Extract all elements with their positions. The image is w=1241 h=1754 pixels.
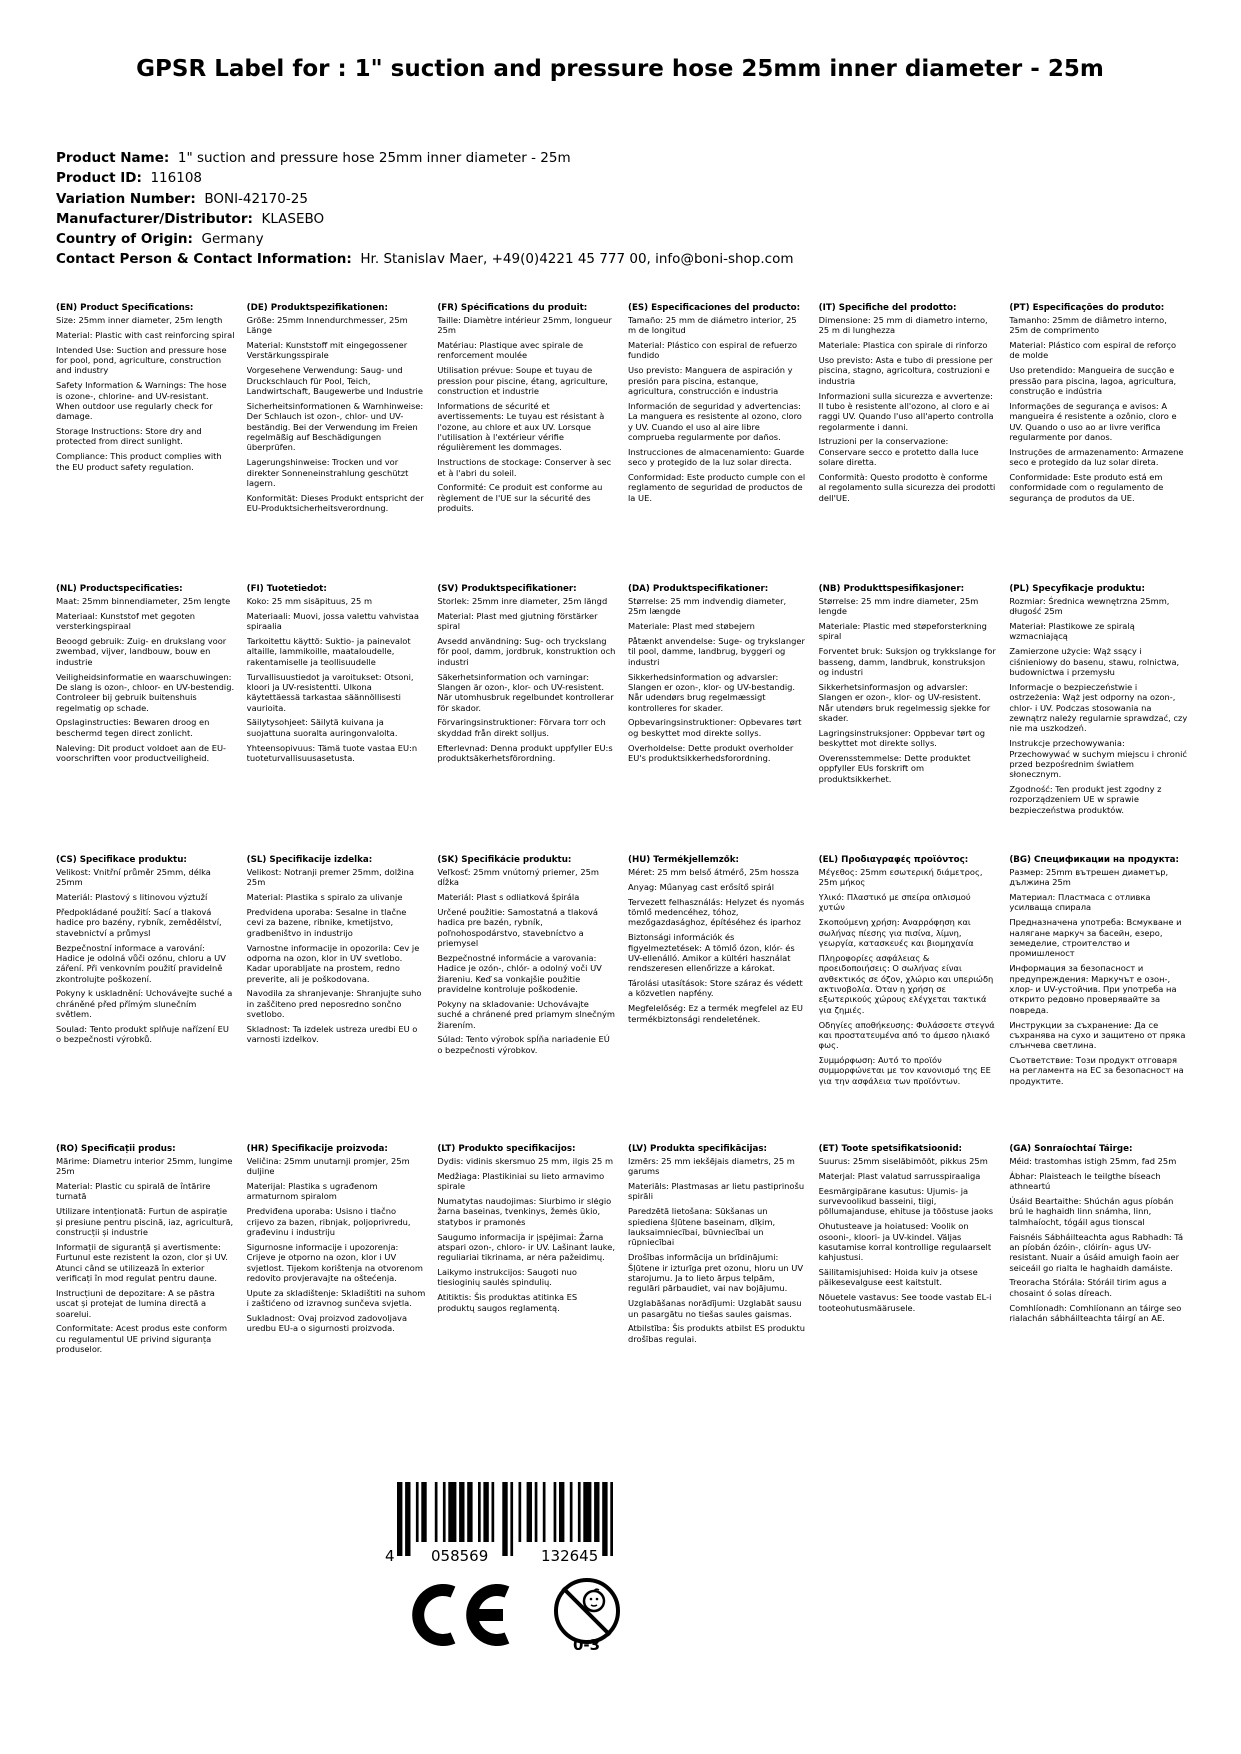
spec-paragraph: Sicherheitsinformationen & Warnhinweise: Der Schlauch ist ozon-, chlor- und UV-beständig. Bei der Verwendung im Freien regelmäßig auf Beschädigungen überprüfen. bbox=[246, 400, 424, 453]
spec-paragraph: Upute za skladištenje: Skladištiti na suhom i zaštićeno od izravnog sunčeva svjetla. bbox=[246, 1287, 426, 1309]
spec-paragraph: Säilytysohjeet: Säilytä kuivana ja suojattuna suoralta auringonvalolta. bbox=[246, 717, 398, 738]
spec-block-title: (EN) Product Specifications: bbox=[56, 303, 194, 313]
spec-paragraph: Medžiaga: Plastikiniai su lieto armavimo spirale bbox=[437, 1170, 605, 1192]
spec-block-title: (LT) Produkto specifikacijos: bbox=[437, 1144, 576, 1154]
spec-block-hr bbox=[247, 1144, 426, 1456]
spec-block-cs bbox=[56, 855, 235, 1144]
info-value: BONI-42170-25 bbox=[195, 190, 308, 207]
spec-block-title: (RO) Specificații produs: bbox=[56, 1144, 176, 1154]
spec-block-title: (DE) Produktspezifikationen: bbox=[246, 303, 388, 313]
spec-paragraph: Utilisation prévue: Soupe et tuyau de pression pour piscine, étang, agriculture, construction et industrie bbox=[437, 365, 608, 397]
info-label: Manufacturer/Distributor: bbox=[56, 210, 253, 227]
info-label: Variation Number: bbox=[56, 190, 196, 207]
spec-paragraph: Materiale: Plastica con spirale di rinforzo bbox=[818, 340, 988, 351]
spec-paragraph: Compliance: This product complies with the EU product safety regulation. bbox=[56, 451, 222, 472]
spec-block-title: (NB) Produkttspesifikasjoner: bbox=[818, 584, 965, 594]
spec-paragraph: Información de seguridad y advertencias: La manguera es resistente al ozono, cloro y UV. Cuando el uso al aire libre comprueba regularmente por daños. bbox=[628, 400, 802, 442]
spec-paragraph: Overensstemmelse: Dette produktet oppfyller EUs forskrift om produktsikkerhet. bbox=[818, 753, 971, 784]
spec-paragraph: Informacje o bezpieczeństwie i ostrzeżenia: Wąż jest odporny na ozon-, chlor- i UV. Podczas stosowania na zewnątrz należy regularnie sprawdzać, czy nie ma uszkodzeń. bbox=[1009, 681, 1188, 734]
spec-paragraph: Tervezett felhasználás: Helyzet és nyomás tömlő medencéhez, tóhoz, mezőgazdasághoz, építéséhez és iparhoz bbox=[628, 896, 805, 928]
age-warning-0-3-icon bbox=[549, 1574, 625, 1664]
spec-block-nb bbox=[819, 584, 998, 855]
spec-block-it bbox=[819, 303, 998, 584]
spec-paragraph: Laikymo instrukcijos: Saugoti nuo tiesioginių saulės spindulių. bbox=[437, 1267, 577, 1288]
spec-block-ga bbox=[1009, 1144, 1188, 1456]
spec-block-title: (NL) Productspecificaties: bbox=[56, 584, 183, 594]
spec-paragraph: Förvaringsinstruktioner: Förvara torr och skyddad från direkt solljus. bbox=[437, 717, 606, 738]
spec-paragraph: Predviđena uporaba: Usisno i tlačno crijevo za bazen, ribnjak, poljoprivredu, građevinu i industriju bbox=[246, 1206, 411, 1238]
spec-paragraph: Efterlevnad: Denna produkt uppfyller EU:s produktsäkerhetsförordning. bbox=[437, 742, 613, 764]
spec-paragraph: Informações de segurança e avisos: A mangueira é resistente a ozônio, cloro e UV. Quando o uso ao ar livre verifica regularmente por danos. bbox=[1009, 400, 1177, 442]
spec-paragraph: Navodila za shranjevanje: Shranjujte suho in zaščiteno pred neposredno sončno svetlobo. bbox=[246, 988, 422, 1020]
spec-paragraph: Materiale: Plast med støbejern bbox=[628, 621, 755, 632]
spec-paragraph: Istruzioni per la conservazione: Conservare secco e protetto dalla luce solare diretta. bbox=[818, 436, 979, 468]
spec-paragraph: Οδηγίες αποθήκευσης: Φυλάσσετε στεγνά και προστατευμένα από το άμεσο ηλιακό φως. bbox=[818, 1019, 995, 1051]
spec-paragraph: Pokyny k uskladnění: Uchovávejte suché a chráněné před přímým slunečním světlem. bbox=[56, 988, 233, 1020]
spec-paragraph: Storlek: 25mm inre diameter, 25m längd bbox=[437, 595, 608, 606]
barcode-digit-group-1: 058569 bbox=[431, 1547, 489, 1565]
spec-paragraph: Sigurnosne informacije i upozorenja: Crijeve je otporno na ozon, klor i UV svjetlost. Tijekom korištenja na otvorenom redovito provjeravajte na oštećenja. bbox=[246, 1241, 423, 1283]
spec-paragraph: Material: Kunststoff mit eingegossener Verstärkungsspirale bbox=[246, 340, 408, 361]
barcode-left-digit: 4 bbox=[385, 1547, 395, 1565]
spec-block-sl bbox=[247, 855, 426, 1144]
spec-paragraph: Tamanho: 25mm de diâmetro interno, 25m de comprimento bbox=[1009, 314, 1167, 336]
spec-paragraph: Utilizare intenționată: Furtun de aspirație și presiune pentru piscină, iaz, agricultură, construcții și industrie bbox=[56, 1206, 234, 1238]
spec-paragraph: Instrucciones de almacenamiento: Guarde seco y protegido de la luz solar directa. bbox=[628, 446, 805, 468]
info-value: KLASEBO bbox=[252, 210, 325, 227]
spec-paragraph: Material: Plast med gjutning förstärker spiral bbox=[437, 610, 598, 632]
spec-paragraph: Instrucțiuni de depozitare: A se păstra uscat și protejat de lumina directă a soarelui. bbox=[56, 1287, 215, 1319]
spec-block-title: (HU) Termékjellemzők: bbox=[628, 855, 740, 865]
spec-paragraph: Rozmiar: Średnica wewnętrzna 25mm, długość 25m bbox=[1009, 595, 1170, 617]
spec-paragraph: Σκοπούμενη χρήση: Αναρρόφηση και σωλήνας πίεσης για πισίνα, λίμνη, γεωργία, κατασκευές και βιομηχανία bbox=[818, 917, 974, 949]
spec-paragraph: Eesmärgipärane kasutus: Ujumis- ja survevoolikud basseini, tiigi, põllumajanduse, ehituse ja tööstuse jaoks bbox=[818, 1185, 994, 1217]
spec-paragraph: Beoogd gebruik: Zuig- en drukslang voor zwembad, vijver, landbouw, bouw en industrie bbox=[56, 635, 227, 667]
spec-paragraph: Skladnost: Ta izdelek ustreza uredbi EU o varnosti izdelkov. bbox=[246, 1024, 418, 1045]
info-row bbox=[56, 148, 1156, 168]
spec-paragraph: Yhteensopivuus: Tämä tuote vastaa EU:n tuoteturvallisuusasetusta. bbox=[246, 742, 418, 764]
spec-paragraph: Izmērs: 25 mm iekšējais diametrs, 25 m garums bbox=[628, 1155, 795, 1177]
spec-paragraph: Materiał: Plastikowe ze spiralą wzmacniającą bbox=[1009, 621, 1135, 642]
spec-block-title: (SK) Špecifikácie produktu: bbox=[437, 855, 572, 865]
spec-paragraph: Bezpečnostní informace a varování: Hadice je odolná vůči ozónu, chloru a UV záření. Při venkovním použití pravidelně zkontrolujte poškození. bbox=[56, 942, 226, 984]
spec-paragraph: Numatytas naudojimas: Siurbimo ir slėgio žarna baseinas, tvenkinys, žemės ūkio, statybos ir pramonės bbox=[437, 1195, 612, 1227]
spec-block-bg bbox=[1009, 855, 1188, 1144]
spec-paragraph: Materjal: Plast valatud sarrusspiraaliga bbox=[818, 1170, 981, 1181]
info-row bbox=[56, 189, 1156, 209]
spec-paragraph: Material: Plástico com espiral de reforço de molde bbox=[1009, 340, 1177, 361]
spec-block-fi bbox=[247, 584, 426, 855]
spec-paragraph: Storage Instructions: Store dry and protected from direct sunlight. bbox=[56, 426, 202, 447]
info-row bbox=[56, 168, 1156, 188]
spec-paragraph: Megfelelőség: Ez a termék megfelel az EU termékbiztonsági rendeletének. bbox=[628, 1003, 803, 1024]
spec-paragraph: Sikkerhetsinformasjon og advarsler: Slangen er ozon-, klor- og UV-resistent. Når utendørs bruk regelmessig sjekke for skader. bbox=[818, 681, 991, 723]
spec-paragraph: Size: 25mm inner diameter, 25m length bbox=[56, 314, 223, 325]
spec-paragraph: Material: Plastic with cast reinforcing spiral bbox=[56, 329, 235, 340]
spec-paragraph: Conformità: Questo prodotto è conforme al regolamento sulla sicurezza dei prodotti dell'UE. bbox=[818, 472, 996, 503]
spec-block-el bbox=[819, 855, 998, 1144]
spec-paragraph: Velikost: Vnitřní průměr 25mm, délka 25mm bbox=[56, 866, 211, 888]
page-title: GPSR Label for : 1" suction and pressure hose 25mm inner diameter - 25m bbox=[136, 56, 1104, 82]
spec-paragraph: Konformität: Dieses Produkt entspricht der EU-Produktsicherheitsverordnung. bbox=[246, 492, 424, 514]
spec-paragraph: Saugumo informacija ir įspėjimai: Žarna atspari ozon-, chloro- ir UV. Lašinant lauke, reguliariai tikrinama, ar nėra pažeidimų. bbox=[437, 1231, 616, 1263]
spec-paragraph: Suurus: 25mm siseläbimõõt, pikkus 25m bbox=[818, 1155, 988, 1166]
spec-paragraph: Určené použitie: Samostatná a tlaková hadica pre bazén, rybník, poľnohospodárstvo, stavebníctvo a priemysel bbox=[437, 906, 598, 949]
spec-paragraph: Mărime: Diametru interior 25mm, lungime 25m bbox=[56, 1155, 233, 1177]
spec-paragraph: Conformitate: Acest produs este conform cu regulamentul UE privind siguranța produselor. bbox=[56, 1323, 228, 1355]
spec-paragraph: Säilitamisjuhised: Hoida kuiv ja otsese päikesevalguse eest kaitstult. bbox=[818, 1267, 978, 1288]
spec-paragraph: Materiál: Plast s odliatková špirála bbox=[437, 892, 580, 903]
spec-paragraph: Méret: 25 mm belső átmérő, 25m hossza bbox=[628, 866, 799, 877]
spec-paragraph: Informations de sécurité et avertissements: Le tuyau est résistant à l'ozone, au chlore et aux UV. Lorsque l'utilisation à l'extérieur vérifie régulièrement les dommages. bbox=[437, 400, 605, 453]
spec-paragraph: Uso previsto: Manguera de aspiración y presión para piscina, estanque, agricultura, construcción e industria bbox=[628, 365, 793, 397]
spec-paragraph: Material: Plastic cu spirală de întărire turnată bbox=[56, 1181, 211, 1202]
spec-paragraph: Instructions de stockage: Conserver à sec et à l'abri du soleil. bbox=[437, 457, 612, 478]
spec-block-title: (PL) Specyfikacje produktu: bbox=[1009, 584, 1145, 594]
spec-paragraph: Biztonsági információk és figyelmeztetések: A tömlő ózon, klór- és UV-ellenálló. Amikor a kültéri használat rendszeresen ellenőrizze a károkat. bbox=[628, 932, 795, 974]
spec-paragraph: Matériau: Plastique avec spirale de renforcement moulée bbox=[437, 340, 584, 361]
spec-paragraph: Opslaginstructies: Bewaren droog en beschermd tegen direct zonlicht. bbox=[56, 717, 210, 738]
spec-block-es bbox=[628, 303, 807, 584]
spec-paragraph: Paredzētā lietošana: Sūkšanas un spiediena šļūtene baseinam, dīķim, lauksaimniecībai, būvniecībai un rūpniecībai bbox=[628, 1206, 776, 1248]
spec-block-en bbox=[56, 303, 235, 584]
spec-block-title: (EL) Προδιαγραφές προϊόντος: bbox=[818, 855, 969, 865]
info-value: 1" suction and pressure hose 25mm inner diameter - 25m bbox=[169, 150, 571, 166]
product-info bbox=[56, 148, 1156, 270]
spec-paragraph: Bezpečnostné informácie a varovania: Hadice je ozón-, chlór- a odolný voči UV žiareniu. Keď sa vonkajšie použitie pravidelne kontroluje poškodenie. bbox=[437, 952, 602, 994]
spec-paragraph: Drošības informācija un brīdinājumi: Šļūtene ir izturīga pret ozonu, hloru un UV starojumu. Ja to lieto ārpus telpām, regulāri pārbaudiet, vai nav bojājumu. bbox=[628, 1252, 804, 1294]
spec-block-title: (BG) Спецификации на продукта: bbox=[1009, 855, 1179, 865]
spec-paragraph: Dimensione: 25 mm di diametro interno, 25 m di lunghezza bbox=[818, 314, 988, 336]
spec-block-title: (PT) Especificações do produto: bbox=[1009, 303, 1165, 313]
spec-paragraph: Treoracha Stórála: Stóráil tirim agus a chosaint ó solas díreach. bbox=[1009, 1277, 1167, 1298]
spec-paragraph: Veličina: 25mm unutarnji promjer, 25m duljine bbox=[246, 1155, 410, 1177]
spec-paragraph: Materijal: Plastika s ugrađenom armaturnom spiralom bbox=[246, 1181, 378, 1202]
spec-paragraph: Zgodność: Ten produkt jest zgodny z rozporządzeniem UE w sprawie bezpieczeństwa produktów. bbox=[1009, 784, 1162, 815]
spec-paragraph: Lagerungshinweise: Trocken und vor direkter Sonneneinstrahlung geschützt lagern. bbox=[246, 457, 409, 488]
barcode-bars-svg bbox=[383, 1480, 645, 1566]
spec-paragraph: Informații de siguranță și avertismente: Furtunul este rezistent la ozon, clor și UV. Atunci când se utilizează în exterior verificați în mod regulat pentru daune. bbox=[56, 1241, 228, 1283]
spec-paragraph: Materiāls: Plastmasas ar lietu pastiprinošu spirāli bbox=[628, 1181, 805, 1202]
spec-paragraph: Zamierzone użycie: Wąż ssący i ciśnieniowy do basenu, stawu, rolnictwa, budownictwa i przemysłu bbox=[1009, 646, 1180, 678]
info-row bbox=[56, 229, 1156, 249]
spec-paragraph: Velikost: Notranji premer 25mm, dolžina 25m bbox=[246, 866, 415, 888]
spec-paragraph: Veiligheidsinformatie en waarschuwingen: De slang is ozon-, chloor- en UV-bestendig. Controleer bij gebruik buitenshuis regelmatig op schade. bbox=[56, 671, 235, 713]
spec-paragraph: Størrelse: 25 mm indvendig diameter, 25m længde bbox=[628, 595, 787, 617]
spec-paragraph: Sukladnost: Ovaj proizvod zadovoljava uredbu EU-a o sigurnosti proizvoda. bbox=[246, 1313, 408, 1334]
spec-block-sv bbox=[437, 584, 616, 855]
spec-paragraph: Materiale: Plastic med støpeforsterkning spiral bbox=[818, 621, 987, 642]
spec-paragraph: Atbilstība: Šis produkts atbilst ES produktu drošības regulai. bbox=[628, 1323, 805, 1344]
spec-block-lv bbox=[628, 1144, 807, 1456]
spec-block-title: (FR) Spécifications du produit: bbox=[437, 303, 588, 313]
spec-block-nl bbox=[56, 584, 235, 855]
spec-paragraph: Taille: Diamètre intérieur 25mm, longueur 25m bbox=[437, 314, 612, 336]
spec-paragraph: Uso pretendido: Mangueira de sucção e pressão para piscina, lagoa, agricultura, construção e indústria bbox=[1009, 365, 1177, 397]
barcode-digit-group-2: 132645 bbox=[541, 1547, 599, 1565]
spec-paragraph: Uso previsto: Asta e tubo di pressione per piscina, stagno, agricoltura, costruzioni e industria bbox=[818, 354, 993, 386]
spec-paragraph: Συμμόρφωση: Αυτό το προϊόν συμμορφώνεται με τον κανονισμό της ΕΕ για την ασφάλεια των προϊόντων. bbox=[818, 1055, 991, 1086]
spec-paragraph: Lagringsinstruksjoner: Oppbevar tørt og beskyttet mot direkte sollys. bbox=[818, 727, 986, 749]
info-label: Product Name: bbox=[56, 150, 170, 166]
spec-paragraph: Súlad: Tento výrobok spĺňa nariadenie EÚ o bezpečnosti výrobkov. bbox=[437, 1034, 610, 1055]
info-row bbox=[56, 209, 1156, 229]
age-warning-label: 0-3 bbox=[573, 1636, 601, 1654]
spec-paragraph: Påtænkt anvendelse: Suge- og trykslanger til pool, damme, landbrug, byggeri og industri bbox=[628, 635, 805, 667]
spec-paragraph: Maat: 25mm binnendiameter, 25m lengte bbox=[56, 595, 231, 606]
spec-paragraph: Instruções de armazenamento: Armazene seco e protegido da luz solar direta. bbox=[1009, 446, 1184, 468]
spec-block-pt bbox=[1009, 303, 1188, 584]
spec-block-ro bbox=[56, 1144, 235, 1456]
spec-paragraph: Comhlíonadh: Comhlíonann an táirge seo rialachán sábháilteachta táirgí an AE. bbox=[1009, 1302, 1182, 1324]
spec-block-title: (SL) Specifikacije izdelka: bbox=[246, 855, 373, 865]
spec-paragraph: Materiál: Plastový s litinovou výztuží bbox=[56, 892, 208, 903]
spec-paragraph: Conformidade: Este produto está em conformidade com o regulamento de segurança de produtos da UE. bbox=[1009, 472, 1164, 503]
info-value: Hr. Stanislav Maer, +49(0)4221 45 777 00, info@boni-shop.com bbox=[351, 251, 794, 268]
spec-paragraph: Koko: 25 mm sisäpituus, 25 m bbox=[246, 595, 373, 606]
spec-paragraph: Инструкции за съхранение: Да се съхранява на сухо и защитено от пряка слънчева светлина. bbox=[1009, 1019, 1186, 1051]
spec-paragraph: Conformité: Ce produit est conforme au règlement de l'UE sur la sécurité des produits. bbox=[437, 482, 603, 514]
spec-paragraph: Информация за безопасност и предупреждения: Маркучът е озон-, хлор- и UV-устойчив. При употреба на открито редовно проверявайте за повреда. bbox=[1009, 963, 1177, 1015]
spec-block-title: (SV) Produktspecifikationer: bbox=[437, 584, 577, 594]
info-label: Contact Person & Contact Information: bbox=[56, 251, 352, 268]
spec-paragraph: Pokyny na skladovanie: Uchovávajte suché a chránené pred priamym slnečným žiarením. bbox=[437, 998, 615, 1030]
spec-paragraph: Turvallisuustiedot ja varoitukset: Otsoni, kloori ja UV-resistentti. Ulkona käytettäessä tarkastaa säännöllisesti vaurioita. bbox=[246, 671, 414, 713]
spec-paragraph: Předpokládané použití: Sací a tlaková hadice pro bazény, rybník, zemědělství, stavebnictví a průmysl bbox=[56, 906, 222, 938]
info-label: Product ID: bbox=[56, 170, 142, 187]
spec-paragraph: Atitiktis: Šis produktas atitinka ES produktų saugos reglamentą. bbox=[437, 1292, 578, 1313]
spec-paragraph: Intended Use: Suction and pressure hose for pool, pond, agriculture, construction and industry bbox=[56, 344, 227, 376]
spec-paragraph: Safety Information & Warnings: The hose is ozone-, chlorine- and UV-resistant. When outdoor use regularly check for damage. bbox=[56, 380, 227, 422]
spec-paragraph: Material: Plástico con espiral de refuerzo fundido bbox=[628, 340, 798, 361]
spec-paragraph: Säkerhetsinformation och varningar: Slangen är ozon-, klor- och UV-resistent. När utomhusbruk regelbundet kontrollerar för skador. bbox=[437, 671, 614, 713]
spec-paragraph: Avsedd användning: Sug- och tryckslang för pool, damm, jordbruk, konstruktion och industri bbox=[437, 635, 616, 667]
spec-paragraph: Предназначена употреба: Всмукване и налягане маркуч за басейн, езеро, земеделие, строителство и промишленост bbox=[1009, 917, 1182, 959]
spec-paragraph: Съответствие: Този продукт отговаря на регламента на ЕС за безопасност на продуктите. bbox=[1009, 1055, 1184, 1086]
spec-block-et bbox=[819, 1144, 998, 1456]
spec-block-lt bbox=[437, 1144, 616, 1456]
spec-paragraph: Dydis: vidinis skersmuo 25 mm, ilgis 25 m bbox=[437, 1155, 614, 1166]
ce-mark-icon bbox=[401, 1583, 513, 1651]
spec-paragraph: Materiaali: Muovi, jossa valettu vahvistaa spiraalia bbox=[246, 610, 419, 632]
spec-paragraph: Größe: 25mm Innendurchmesser, 25m Länge bbox=[246, 314, 408, 336]
spec-paragraph: Predvidena uporaba: Sesalne in tlačne cevi za bazene, ribnike, kmetijstvo, gradbeništvo in industrijo bbox=[246, 906, 407, 938]
spec-paragraph: Faisnéis Sábháilteachta agus Rabhadh: Tá an píobán ózóin-, clóirín- agus UV-resistant. Nuair a úsáid amuigh faoin aer seiceáil go rialta le haghaidh damáiste. bbox=[1009, 1231, 1184, 1273]
spec-block-title: (CS) Specifikace produktu: bbox=[56, 855, 187, 865]
spec-paragraph: Forventet bruk: Suksjon og trykkslange for basseng, damm, landbruk, konstruksjon og industri bbox=[818, 646, 996, 678]
spec-paragraph: Informazioni sulla sicurezza e avvertenze: Il tubo è resistente all'ozono, al cloro e ai raggi UV. Quando l'uso all'aperto controlla regolarmente i danni. bbox=[818, 390, 994, 432]
spec-paragraph: Overholdelse: Dette produkt overholder EU's produktsikkerhedsforordning. bbox=[628, 742, 794, 764]
spec-block-title: (LV) Produkta specifikācijas: bbox=[628, 1144, 767, 1154]
spec-block-title: (GA) Sonraíochtaí Táirge: bbox=[1009, 1144, 1133, 1154]
spec-paragraph: Υλικό: Πλαστικό με σπείρα οπλισμού χυτών bbox=[818, 892, 971, 913]
spec-paragraph: Uzglabāšanas norādījumi: Uzglabāt sausu un pasargātu no tiešas saules gaismas. bbox=[628, 1298, 802, 1319]
info-value: Germany bbox=[192, 231, 264, 247]
spec-paragraph: Materiaal: Kunststof met gegoten versterkingspiraal bbox=[56, 610, 195, 632]
info-label: Country of Origin: bbox=[56, 231, 193, 247]
spec-block-title: (ET) Toote spetsifikatsioonid: bbox=[818, 1144, 963, 1154]
spec-block-de bbox=[247, 303, 426, 584]
specs-grid bbox=[56, 303, 1188, 1456]
spec-block-hu bbox=[628, 855, 807, 1144]
spec-paragraph: Material: Plastika s spiralo za ulivanje bbox=[246, 892, 403, 903]
spec-block-title: (FI) Tuotetiedot: bbox=[246, 584, 327, 594]
spec-paragraph: Instrukcje przechowywania: Przechowywać w suchym miejscu i chronić przed bezpośrednim światłem słonecznym. bbox=[1009, 738, 1187, 780]
spec-block-title: (HR) Specifikacije proizvoda: bbox=[246, 1144, 388, 1154]
spec-paragraph: Tarkoitettu käyttö: Suktio- ja painevalot altaille, lammikoille, maataloudelle, rakentamiselle ja teollisuudelle bbox=[246, 635, 411, 667]
spec-paragraph: Tamaño: 25 mm de diámetro interior, 25 m de longitud bbox=[628, 314, 797, 336]
spec-block-sk bbox=[437, 855, 616, 1144]
spec-paragraph: Ohutusteave ja hoiatused: Voolik on osooni-, kloori- ja UV-kindel. Väljas kasutamise korral kontrollige regulaarselt kahjustusi. bbox=[818, 1221, 992, 1263]
spec-paragraph: Sikkerhedsinformation og advarsler: Slangen er ozon-, klor- og UV-bestandig. Når udendørs brug regelmæssigt kontrolleres for skader. bbox=[628, 671, 796, 713]
spec-paragraph: Úsáid Beartaithe: Shúchán agus píobán brú le haghaidh linn snámha, linn, talmhaíocht, tógáil agus tionscal bbox=[1009, 1195, 1174, 1227]
spec-paragraph: Soulad: Tento produkt splňuje nařízení EU o bezpečnosti výrobků. bbox=[56, 1024, 229, 1045]
info-value: 116108 bbox=[141, 170, 203, 187]
spec-paragraph: Varnostne informacije in opozorila: Cev je odporna na ozon, klor in UV svetlobo. Kadar uporabljate na prostem, redno preverite, ali je poškodovana. bbox=[246, 942, 420, 984]
spec-block-title: (IT) Specifiche del prodotto: bbox=[818, 303, 957, 313]
spec-paragraph: Anyag: Műanyag cast erősítő spirál bbox=[628, 881, 775, 892]
spec-paragraph: Conformidad: Este producto cumple con el reglamento de seguridad de productos de la UE. bbox=[628, 472, 806, 503]
spec-paragraph: Vorgesehene Verwendung: Saug- und Druckschlauch für Pool, Teich, Landwirtschaft, Baugewerbe und Industrie bbox=[246, 365, 423, 397]
spec-paragraph: Πληροφορίες ασφάλειας & προειδοποιήσεις: Ο σωλήνας είναι ανθεκτικός σε όζον, χλώριο και υπεριώδη ακτινοβολία. Όταν η χρήση σε εξωτερικούς χώρους ελέγχεται τακτικά για ζημιές. bbox=[818, 952, 994, 1015]
spec-block-title: (DA) Produktspecifikationer: bbox=[628, 584, 769, 594]
spec-paragraph: Tárolási utasítások: Store száraz és védett a közvetlen napfény. bbox=[628, 978, 803, 999]
spec-paragraph: Материал: Пластмаса с отливка усилваща спирала bbox=[1009, 892, 1151, 913]
spec-paragraph: Veľkosť: 25mm vnútorný priemer, 25m dĺžka bbox=[437, 866, 599, 888]
spec-paragraph: Méid: trastomhas istigh 25mm, fad 25m bbox=[1009, 1155, 1177, 1166]
spec-paragraph: Nõuetele vastavus: See toode vastab EL-i tooteohutusmäärusele. bbox=[818, 1292, 992, 1313]
spec-paragraph: Μέγεθος: 25mm εσωτερική διάμετρος, 25m μήκος bbox=[818, 866, 983, 888]
spec-paragraph: Ábhar: Plaisteach le teilgthe bíseach athneartú bbox=[1009, 1170, 1161, 1192]
spec-paragraph: Opbevaringsinstruktioner: Opbevares tørt og beskyttet mod direkte sollys. bbox=[628, 717, 802, 738]
spec-block-title: (ES) Especificaciones del producto: bbox=[628, 303, 801, 313]
spec-paragraph: Størrelse: 25 mm indre diameter, 25m lengde bbox=[818, 595, 979, 617]
spec-block-da bbox=[628, 584, 807, 855]
barcode bbox=[383, 1480, 645, 1570]
spec-paragraph: Naleving: Dit product voldoet aan de EU-voorschriften voor productveiligheid. bbox=[56, 742, 227, 764]
spec-paragraph: Размер: 25mm вътрешен диаметър, дължина 25m bbox=[1009, 866, 1169, 888]
spec-block-fr bbox=[437, 303, 616, 584]
barcode-bars bbox=[397, 1482, 613, 1556]
spec-block-pl bbox=[1009, 584, 1188, 855]
info-row bbox=[56, 249, 1156, 269]
